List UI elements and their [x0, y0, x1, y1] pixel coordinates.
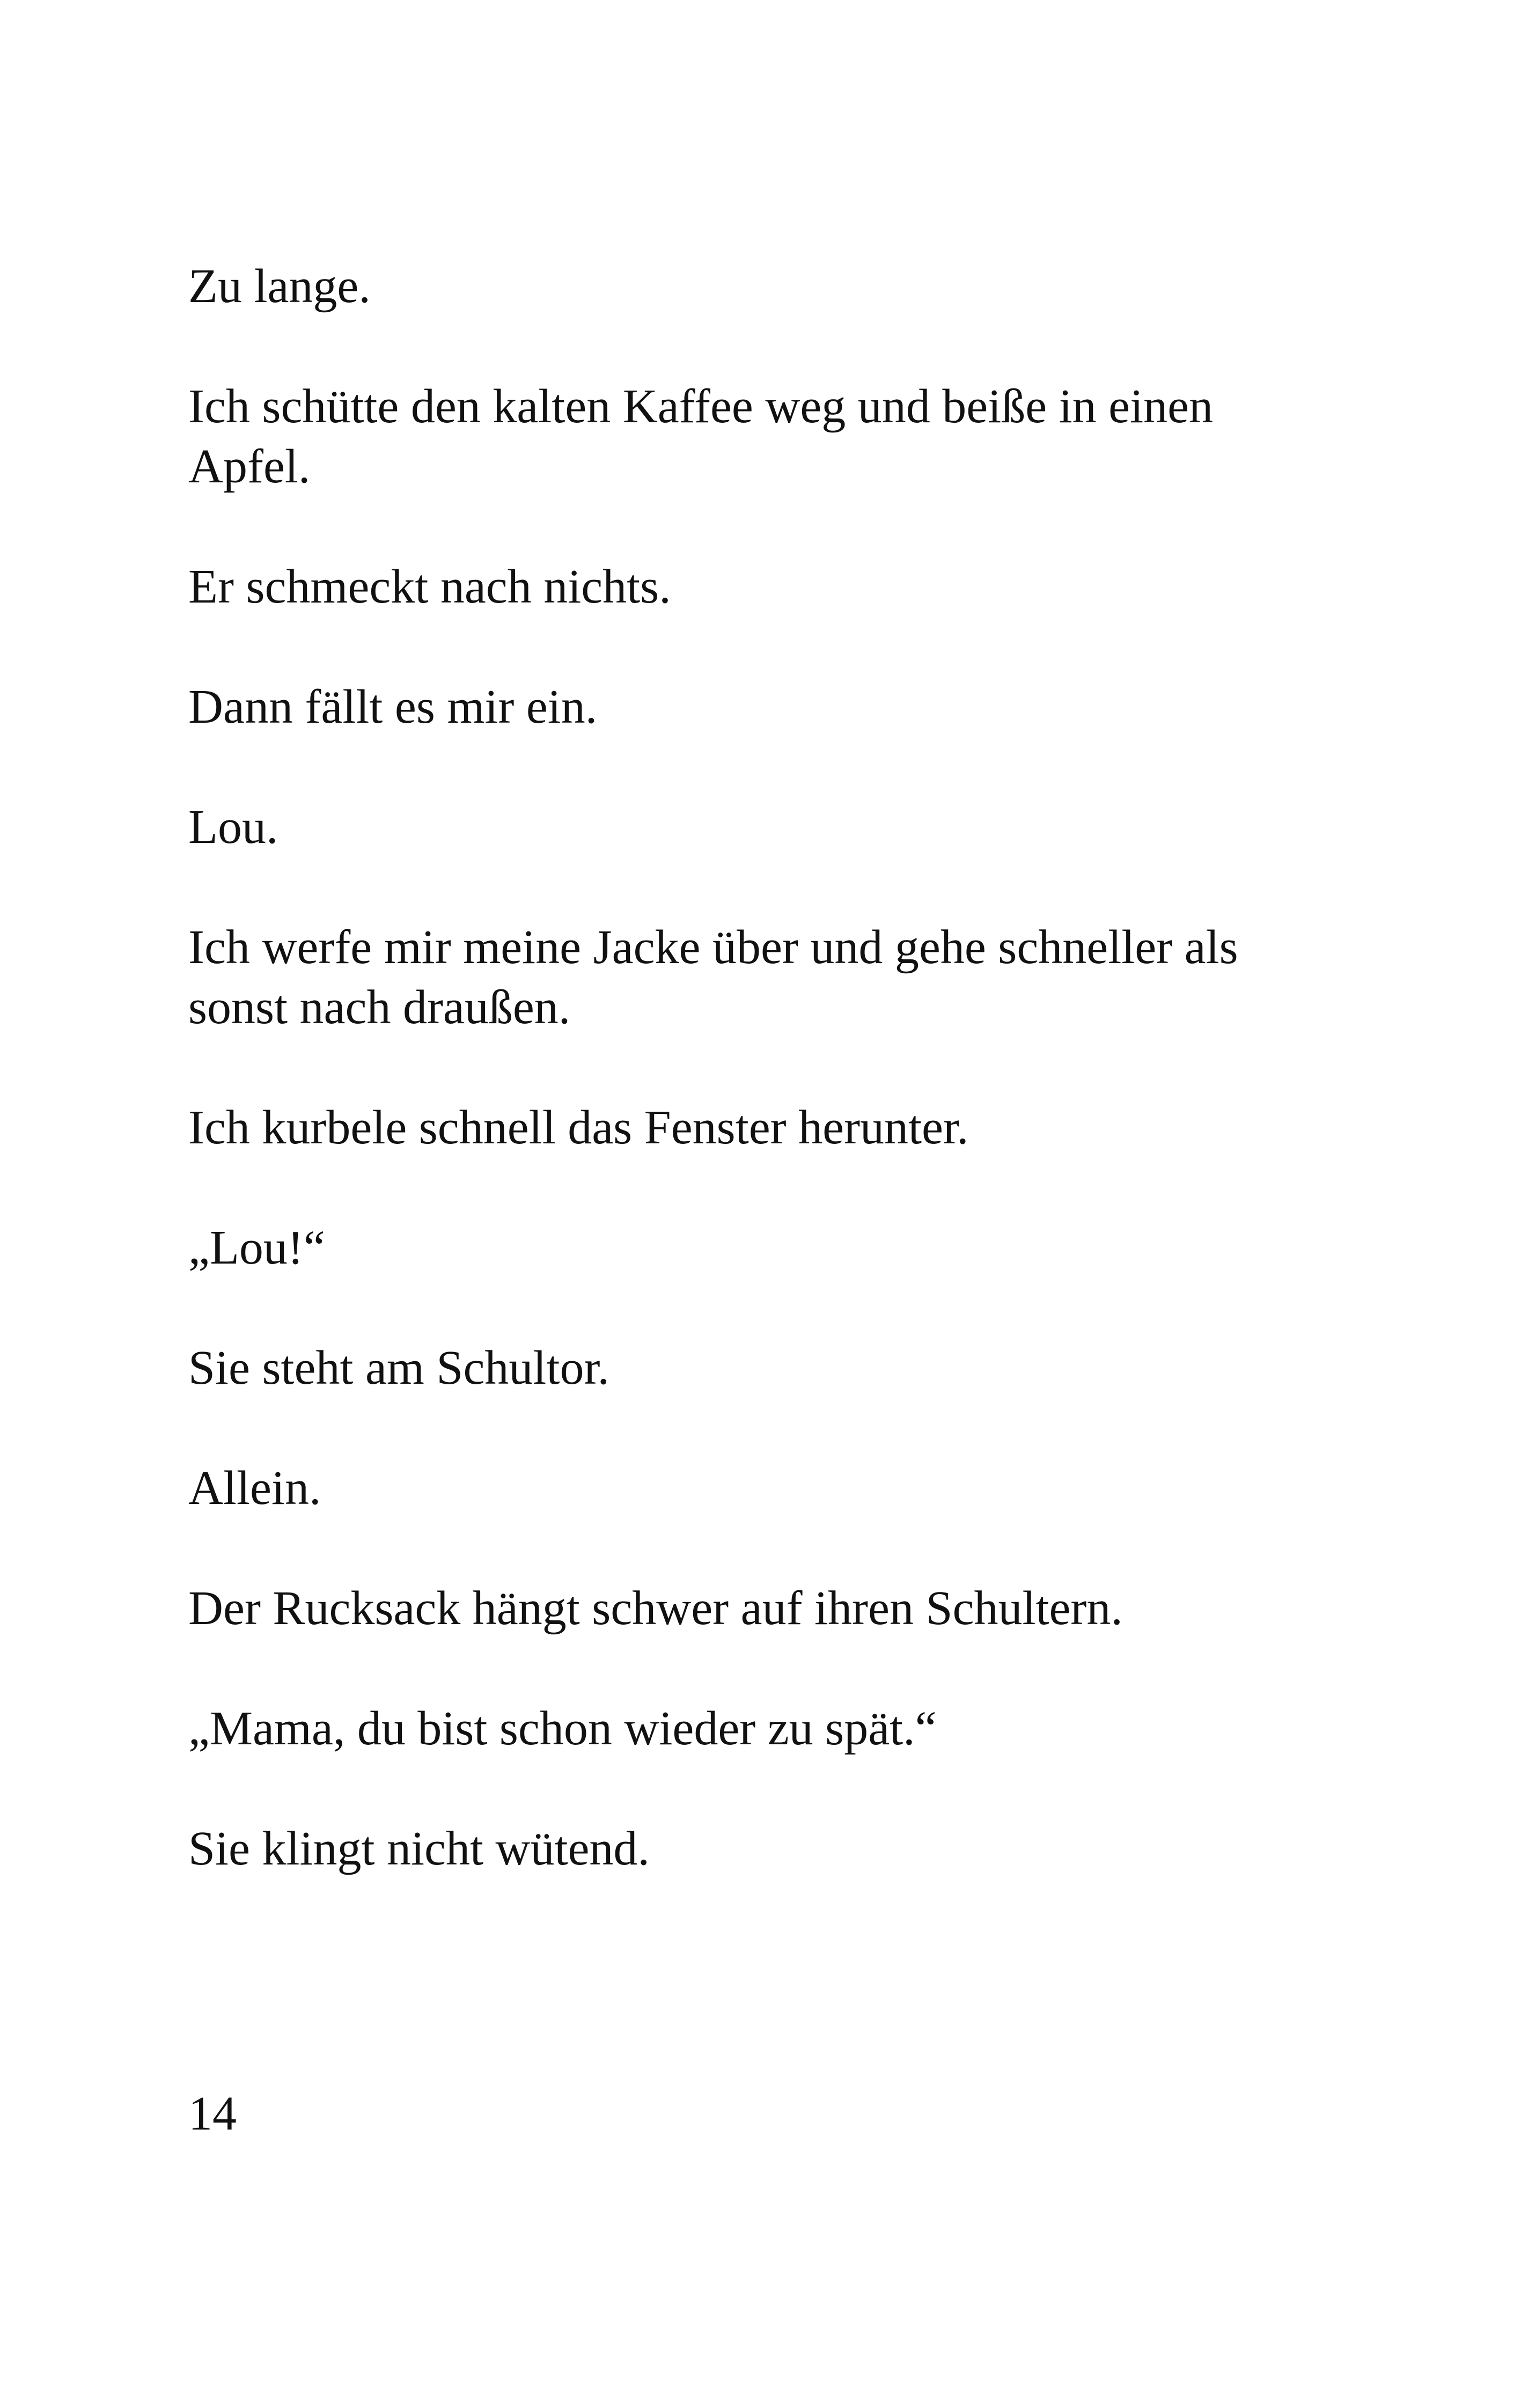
paragraph: „Lou!“ [188, 1221, 325, 1274]
paragraph: Zu lange. [188, 260, 371, 313]
paragraph: Allein. [188, 1462, 321, 1515]
paragraph: Ich werfe mir meine Jacke über und gehe schneller als sonst nach draußen. [188, 921, 1238, 1034]
paragraph: Dann fällt es mir ein. [188, 680, 598, 733]
paragraph: Lou. [188, 801, 278, 854]
paragraph: Ich kurbele schnell das Fenster herunter. [188, 1101, 969, 1154]
paragraph: Sie klingt nicht wütend. [188, 1822, 650, 1875]
paragraph: „Mama, du bist schon wieder zu spät.“ [188, 1702, 937, 1755]
paragraph: Ich schütte den kalten Kaffee weg und beiße in einen Apfel. [188, 380, 1214, 493]
page-body [188, 256, 1342, 1939]
page-number: 14 [188, 2087, 237, 2140]
paragraph: Er schmeckt nach nichts. [188, 560, 671, 613]
paragraph: Der Rucksack hängt schwer auf ihren Schultern. [188, 1582, 1123, 1635]
paragraph: Sie steht am Schultor. [188, 1341, 609, 1394]
